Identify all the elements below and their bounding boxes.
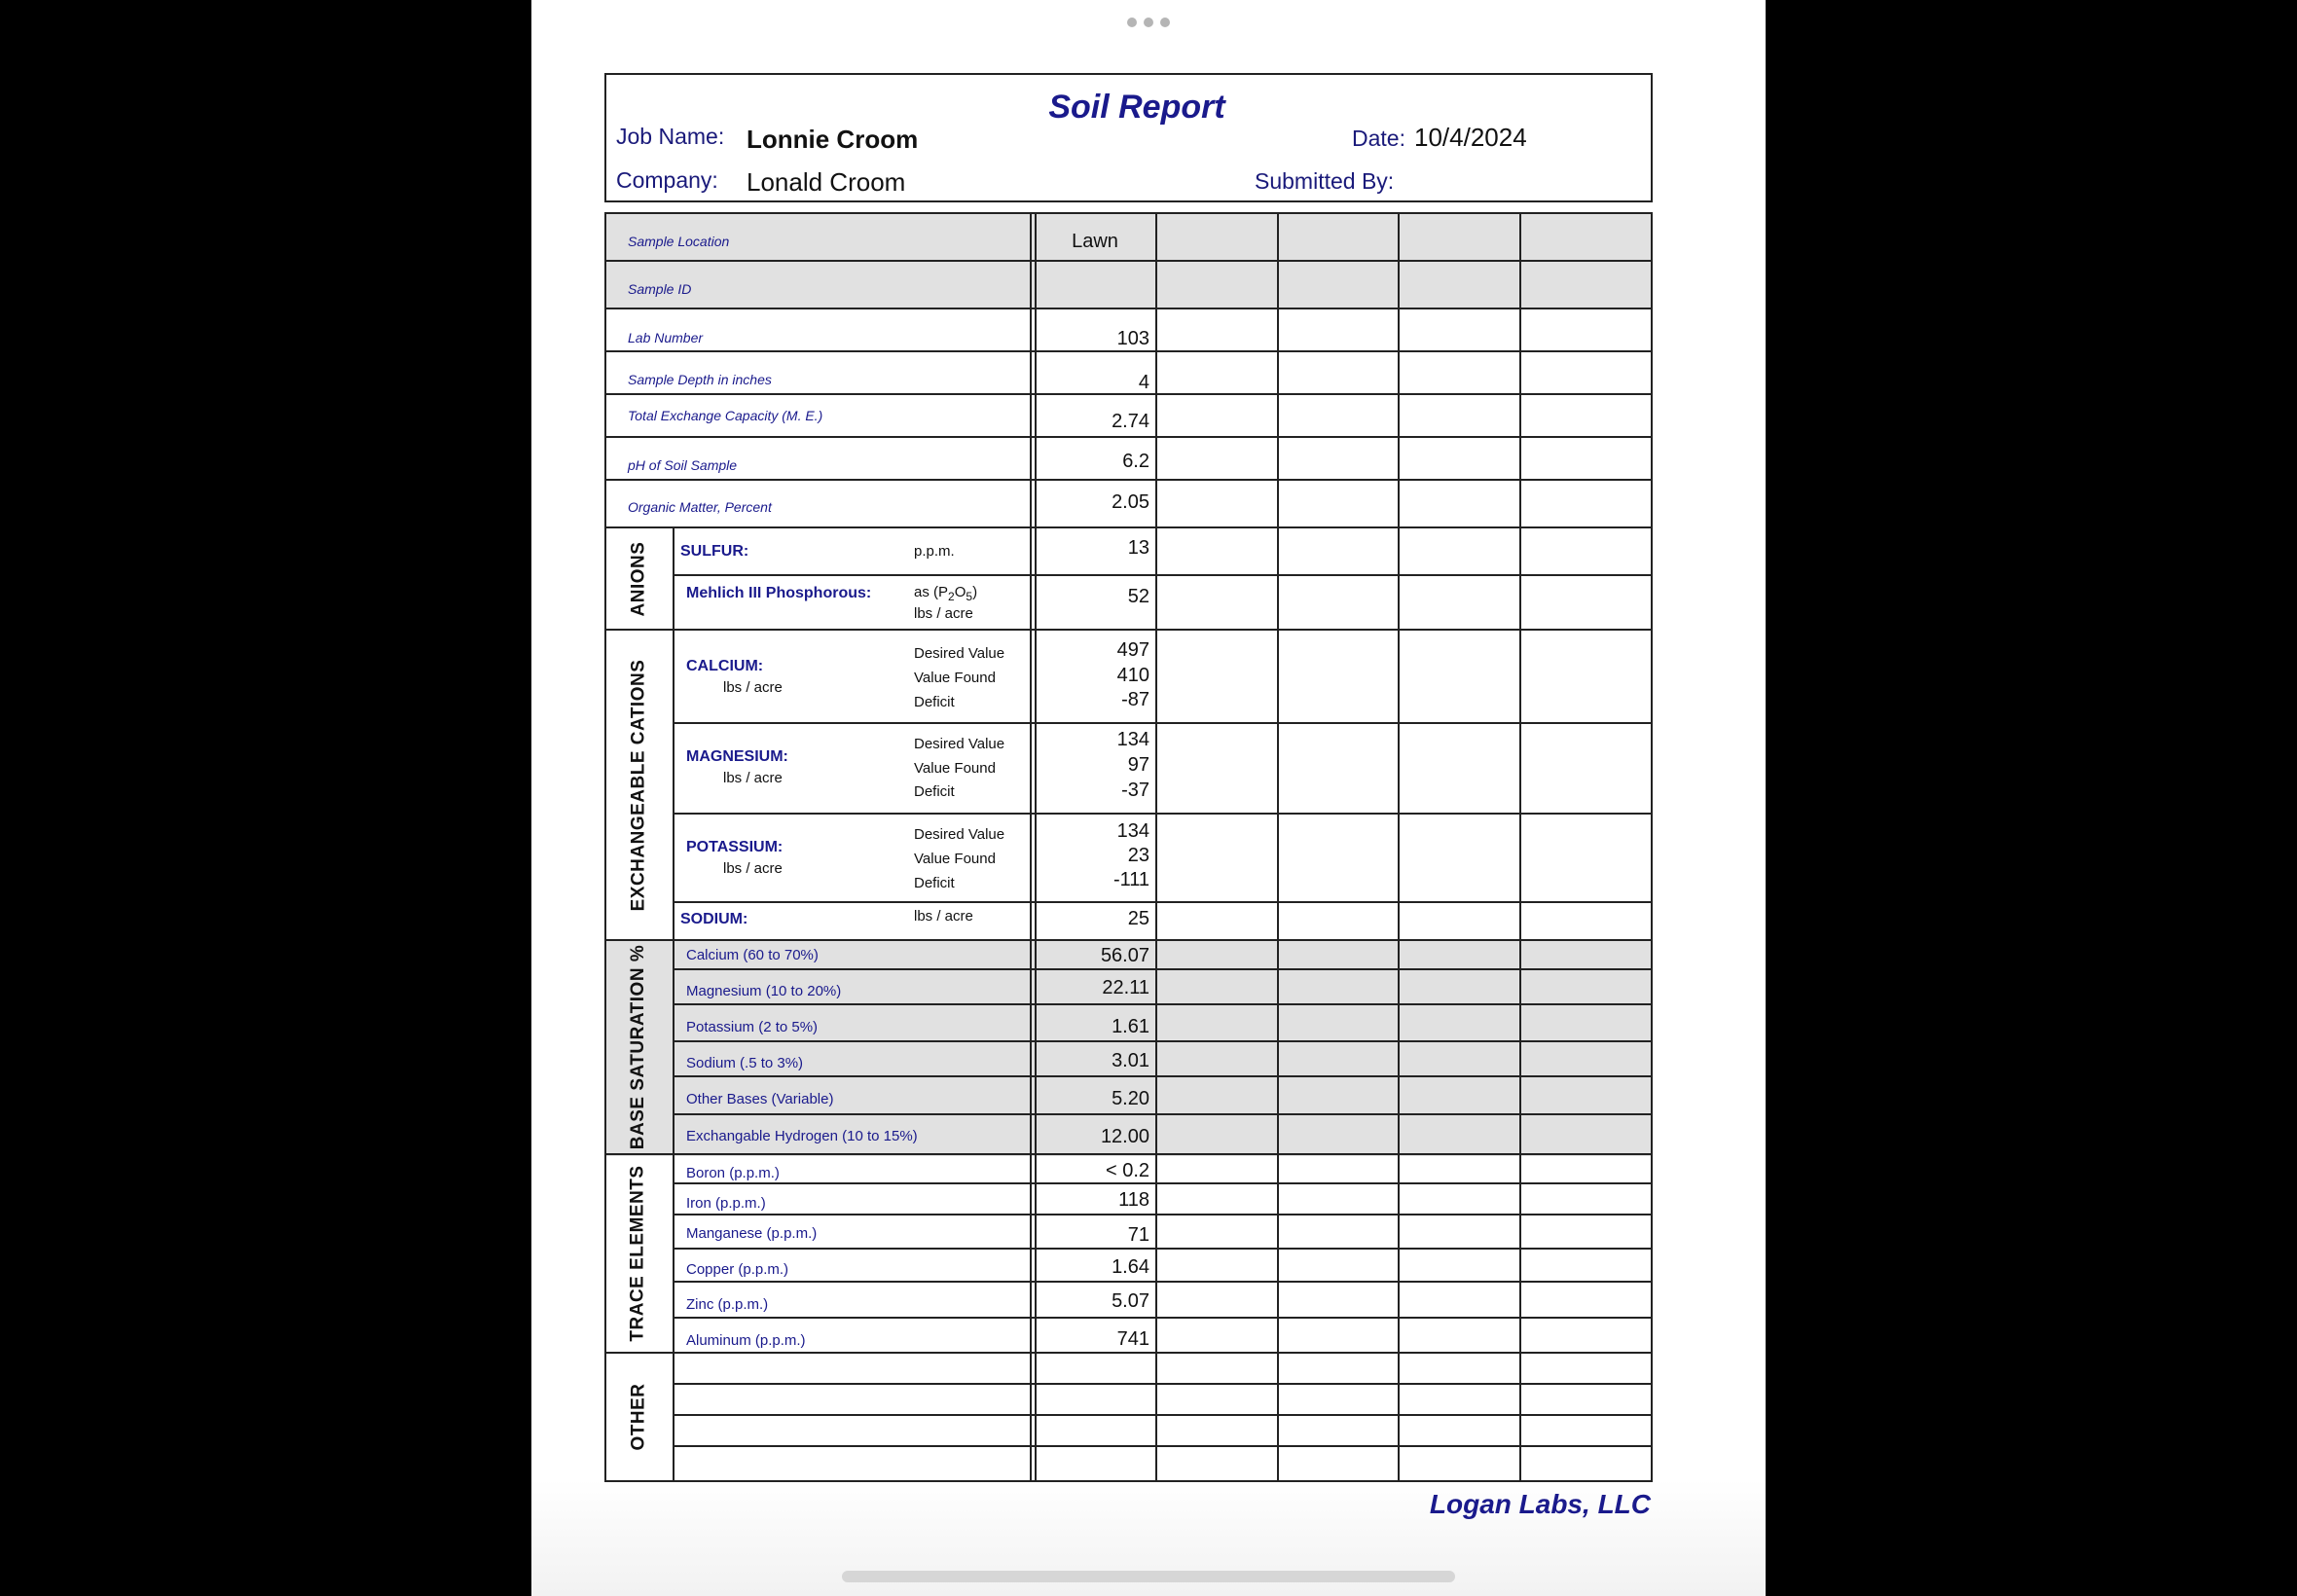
potassium-found: 23 [1127, 845, 1149, 866]
sodium-unit: lbs / acre [914, 908, 973, 925]
trace-iron-value: 118 [1118, 1189, 1149, 1211]
calcium-deficit: -87 [1121, 689, 1149, 710]
potassium-label: POTASSIUM: [686, 839, 784, 855]
ph-label: pH of Soil Sample [628, 457, 738, 473]
job-name-value: Lonnie Croom [747, 125, 919, 154]
trace-boron-label: Boron (p.p.m.) [686, 1165, 780, 1181]
potassium-unit: lbs / acre [723, 860, 783, 877]
magnesium-desired-label: Desired Value [914, 736, 1005, 752]
sample-depth-value: 4 [1138, 372, 1149, 393]
trace-copper-value: 1.64 [1112, 1256, 1149, 1278]
magnesium-deficit: -37 [1121, 780, 1149, 801]
sample-id-label: Sample ID [628, 281, 692, 297]
calcium-found: 410 [1116, 665, 1149, 686]
base-sodium-value: 3.01 [1112, 1050, 1149, 1071]
home-indicator[interactable] [842, 1571, 1455, 1582]
magnesium-desired: 134 [1116, 729, 1149, 750]
magnesium-found: 97 [1127, 754, 1149, 776]
base-magnesium-value: 22.11 [1102, 977, 1149, 998]
sodium-label: SODIUM: [680, 911, 748, 927]
phosphorous-label: Mehlich III Phosphorous: [686, 585, 872, 601]
job-name-label: Job Name: [616, 124, 725, 149]
base-sodium-label: Sodium (.5 to 3%) [686, 1055, 804, 1071]
calcium-desired: 497 [1116, 639, 1149, 661]
trace-zinc-label: Zinc (p.p.m.) [686, 1296, 769, 1313]
potassium-desired: 134 [1116, 820, 1149, 842]
tec-value: 2.74 [1112, 411, 1149, 432]
base-other-value: 5.20 [1112, 1088, 1149, 1109]
potassium-found-label: Value Found [914, 851, 996, 867]
phosphorous-value: 52 [1127, 586, 1149, 607]
trace-aluminum-label: Aluminum (p.p.m.) [686, 1332, 806, 1349]
base-potassium-value: 1.61 [1112, 1016, 1149, 1037]
section-anions: ANIONS [628, 541, 648, 616]
base-magnesium-label: Magnesium (10 to 20%) [686, 983, 842, 999]
base-hydrogen-label: Exchangable Hydrogen (10 to 15%) [686, 1128, 918, 1144]
lab-number-value: 103 [1116, 328, 1149, 349]
calcium-desired-label: Desired Value [914, 645, 1005, 662]
magnesium-unit: lbs / acre [723, 770, 783, 786]
sample-location-value: Lawn [1072, 231, 1118, 252]
base-calcium-label: Calcium (60 to 70%) [686, 947, 819, 963]
trace-copper-label: Copper (p.p.m.) [686, 1261, 789, 1278]
base-other-label: Other Bases (Variable) [686, 1091, 834, 1107]
company-label: Company: [616, 167, 718, 193]
date-label: Date: [1352, 126, 1405, 151]
trace-zinc-value: 5.07 [1112, 1290, 1149, 1312]
calcium-deficit-label: Deficit [914, 694, 955, 710]
magnesium-label: MAGNESIUM: [686, 748, 788, 765]
trace-manganese-label: Manganese (p.p.m.) [686, 1225, 818, 1242]
base-potassium-label: Potassium (2 to 5%) [686, 1019, 819, 1035]
document-page [531, 0, 1766, 1596]
trace-aluminum-value: 741 [1116, 1328, 1149, 1350]
tec-label: Total Exchange Capacity (M. E.) [628, 408, 823, 423]
section-trace-elements: TRACE ELEMENTS [628, 1165, 648, 1342]
report-title: Soil Report [1048, 89, 1225, 126]
submitted-by-label: Submitted By: [1255, 168, 1395, 194]
ph-value: 6.2 [1122, 451, 1149, 472]
potassium-desired-label: Desired Value [914, 826, 1005, 843]
potassium-deficit-label: Deficit [914, 875, 955, 891]
sodium-value: 25 [1127, 908, 1149, 929]
trace-manganese-value: 71 [1127, 1224, 1149, 1246]
calcium-found-label: Value Found [914, 670, 996, 686]
sample-location-label: Sample Location [628, 234, 730, 249]
organic-matter-label: Organic Matter, Percent [628, 499, 772, 515]
calcium-label: CALCIUM: [686, 658, 764, 674]
section-other: OTHER [628, 1383, 648, 1451]
trace-iron-label: Iron (p.p.m.) [686, 1195, 766, 1212]
report-header [604, 73, 1653, 202]
footer-company-name: Logan Labs, LLC [1429, 1489, 1651, 1519]
section-base-saturation: BASE SATURATION % [628, 944, 648, 1150]
magnesium-deficit-label: Deficit [914, 783, 955, 800]
phosphorous-unit-lbs: lbs / acre [914, 605, 973, 622]
base-calcium-value: 56.07 [1100, 945, 1149, 966]
potassium-deficit: -111 [1112, 869, 1149, 890]
sulfur-unit: p.p.m. [914, 543, 955, 560]
calcium-unit: lbs / acre [723, 679, 783, 696]
lab-number-label: Lab Number [628, 330, 704, 345]
soil-report-table [604, 212, 1653, 1482]
date-value: 10/4/2024 [1414, 123, 1527, 152]
phosphorous-unit: as $(P_2O_5)$ [914, 584, 978, 603]
sample-depth-label: Sample Depth in inches [628, 372, 772, 387]
organic-matter-value: 2.05 [1112, 491, 1149, 513]
sulfur-label: SULFUR: [680, 543, 749, 560]
base-hydrogen-value: 12.00 [1100, 1126, 1149, 1147]
trace-boron-value: < 0.2 [1105, 1160, 1149, 1181]
sulfur-value: 13 [1127, 537, 1149, 559]
magnesium-found-label: Value Found [914, 760, 996, 777]
company-value: Lonald Croom [747, 167, 906, 197]
section-exchangeable-cations: EXCHANGEABLE CATIONS [628, 659, 648, 911]
more-options-icon[interactable] [1127, 18, 1170, 29]
